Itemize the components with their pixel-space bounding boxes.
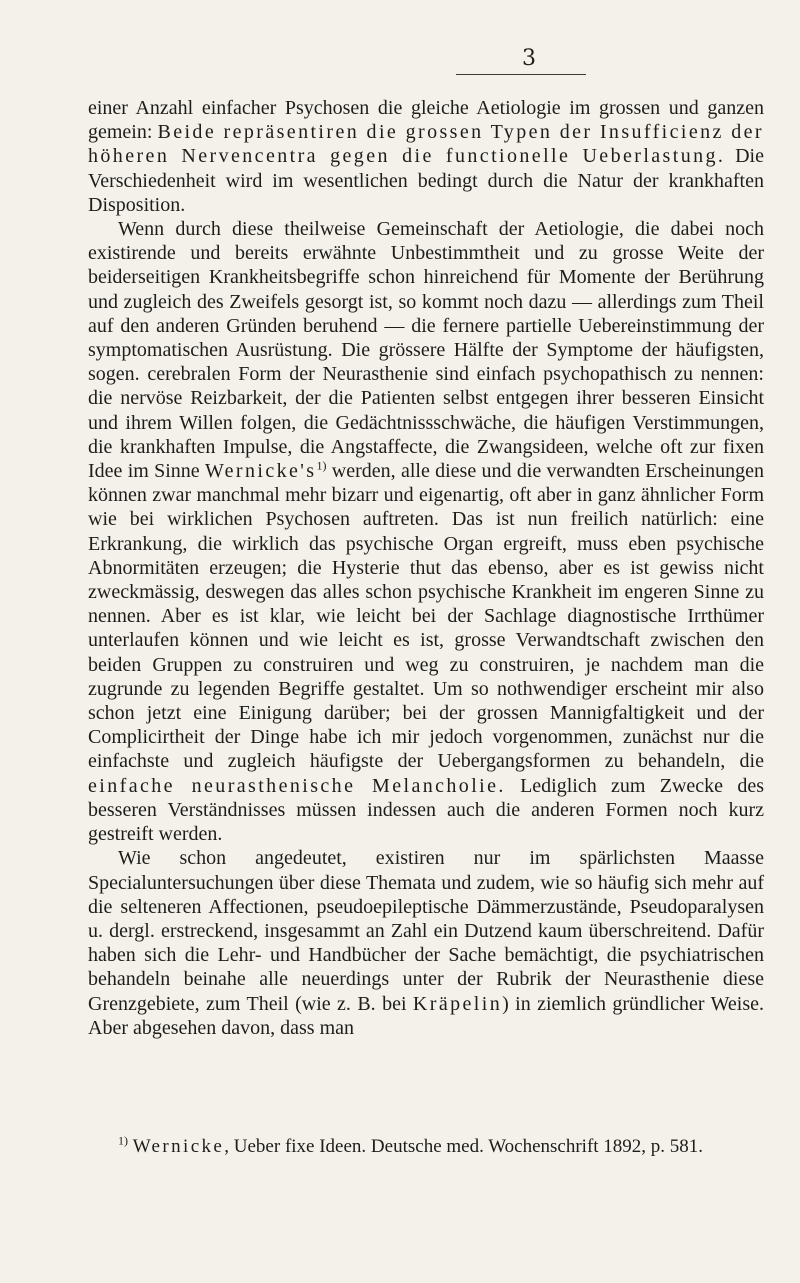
paragraph-3-text-b: ) in ziemlich gründlicher Weise. Aber abgesehen davon, dass man <box>88 992 764 1039</box>
paragraph-2-spaced-emphasis: einfache neurasthenische Melancholie. <box>88 774 506 797</box>
paragraph-2-text-c: Lediglich zum Zwecke des besseren Verständnisses müssen indessen auch die anderen Formen noch kurz gestreift werden. <box>88 774 764 846</box>
paragraph-2 <box>88 217 764 846</box>
paragraph-1-spaced-emphasis: Beide repräsentiren die grossen Typen der Insufficienz der höheren Nervencentra gegen die functionelle Ueberlastung. <box>88 121 764 168</box>
paragraph-2-text-b: werden, alle diese und die verwandten Erscheinungen können zwar manchmal mehr bizarr und eigenartig, oft aber in ganz ähnlicher Form wie bei wirklichen Psychosen auftreten. Das ist nun freilich natürlich: eine Erkrankung, die wirklich das psychische Organ ergreift, muss eben psychische Abnormitäten erzeugen; die Hysterie thut das ebenso, aber es ist gewiss nicht zweckmässig, deswegen das alles schon psychische Krankheit im engeren Sinne zu nennen. Aber es ist klar, wie leicht bei der Sachlage diagnostische Irrthümer unterlaufen können und wie leicht es ist, grosse Verwandtschaft zwischen den beiden Gruppen zu construiren und weg zu construiren, je nachdem man die zugrunde zu legenden Begriffe gestaltet. Um so nothwendiger erscheint mir also schon jetzt eine Einigung darüber; bei der grossen Mannigfaltigkeit und der Complicirtheit der Dinge habe ich mir jedoch vorgenommen, zunächst nur die einfachste und zugleich häufigste der Uebergangsformen zu behandeln, die <box>88 460 764 773</box>
page-number-rule <box>456 74 586 75</box>
paragraph-1-text-b: Die Verschiedenheit wird im wesentlichen bedingt durch die Natur der krankhaften Disposition. <box>88 145 764 216</box>
body-text <box>88 96 764 1040</box>
paragraph-3-text-a: Wie schon angedeutet, existiren nur im spärlichsten Maasse Specialuntersuchungen über diese Themata und zudem, wie so häufig sich mehr auf die selteneren Affectionen, pseudoepileptische Dämmerzustände, Pseudoparalysen u. dergl. erstreckend, insgesammt an Zahl ein Dutzend kaum überschreitend. Dafür haben sich die Lehr- und Handbücher der Sache bemächtigt, die psychiatrischen behandeln beinahe alle neuerdings unter der Rubrik der Neurasthenie diese Grenzgebiete, zum Theil (wie z. B. bei <box>88 847 764 1015</box>
footnote <box>88 1133 764 1158</box>
page-number: 3 <box>522 46 536 71</box>
author-name-wernicke: Wernicke's <box>204 460 317 483</box>
paragraph-3 <box>88 846 764 1040</box>
footnote-author: Wernicke <box>132 1136 225 1157</box>
paragraph-1-text-a: einer Anzahl einfacher Psychosen die gleiche Aetiologie im grossen und ganzen gemein: <box>88 97 764 144</box>
footnote-reference: 1) <box>316 458 327 473</box>
author-name-kraepelin: Kräpelin <box>412 992 503 1015</box>
footnote-text: , Ueber fixe Ideen. Deutsche med. Wochenschrift 1892, p. 581. <box>224 1136 704 1157</box>
paragraph-2-text-a: Wenn durch diese theilweise Gemeinschaft der Aetiologie, die dabei noch existirende und bereits erwähnte Unbestimmtheit und zu grosse Weite der beiderseitigen Krankheitsbegriffe schon hinreichend für Momente der Berührung und zugleich des Zweifels gesorgt ist, so kommt noch dazu — allerdings zum Theil auf den anderen Gründen beruhend — die fernere partielle Uebereinstimmung der symptomatischen Ausrüstung. Die grössere Hälfte der Symptome der häufigsten, sogen. cerebralen Form der Neurasthenie sind einfach psychopathisch zu nennen: die nervöse Reizbarkeit, der die Patienten selbst entgegen ihrer besseren Einsicht und ihrem Willen folgen, die Gedächtnissschwäche, die häufigen Verstimmungen, die krankhaften Impulse, die Angstaffecte, die Zwangsideen, welche oft zur fixen Idee im Sinne <box>88 218 764 483</box>
paragraph-1 <box>88 96 764 217</box>
footnote-mark: 1) <box>118 1133 128 1148</box>
